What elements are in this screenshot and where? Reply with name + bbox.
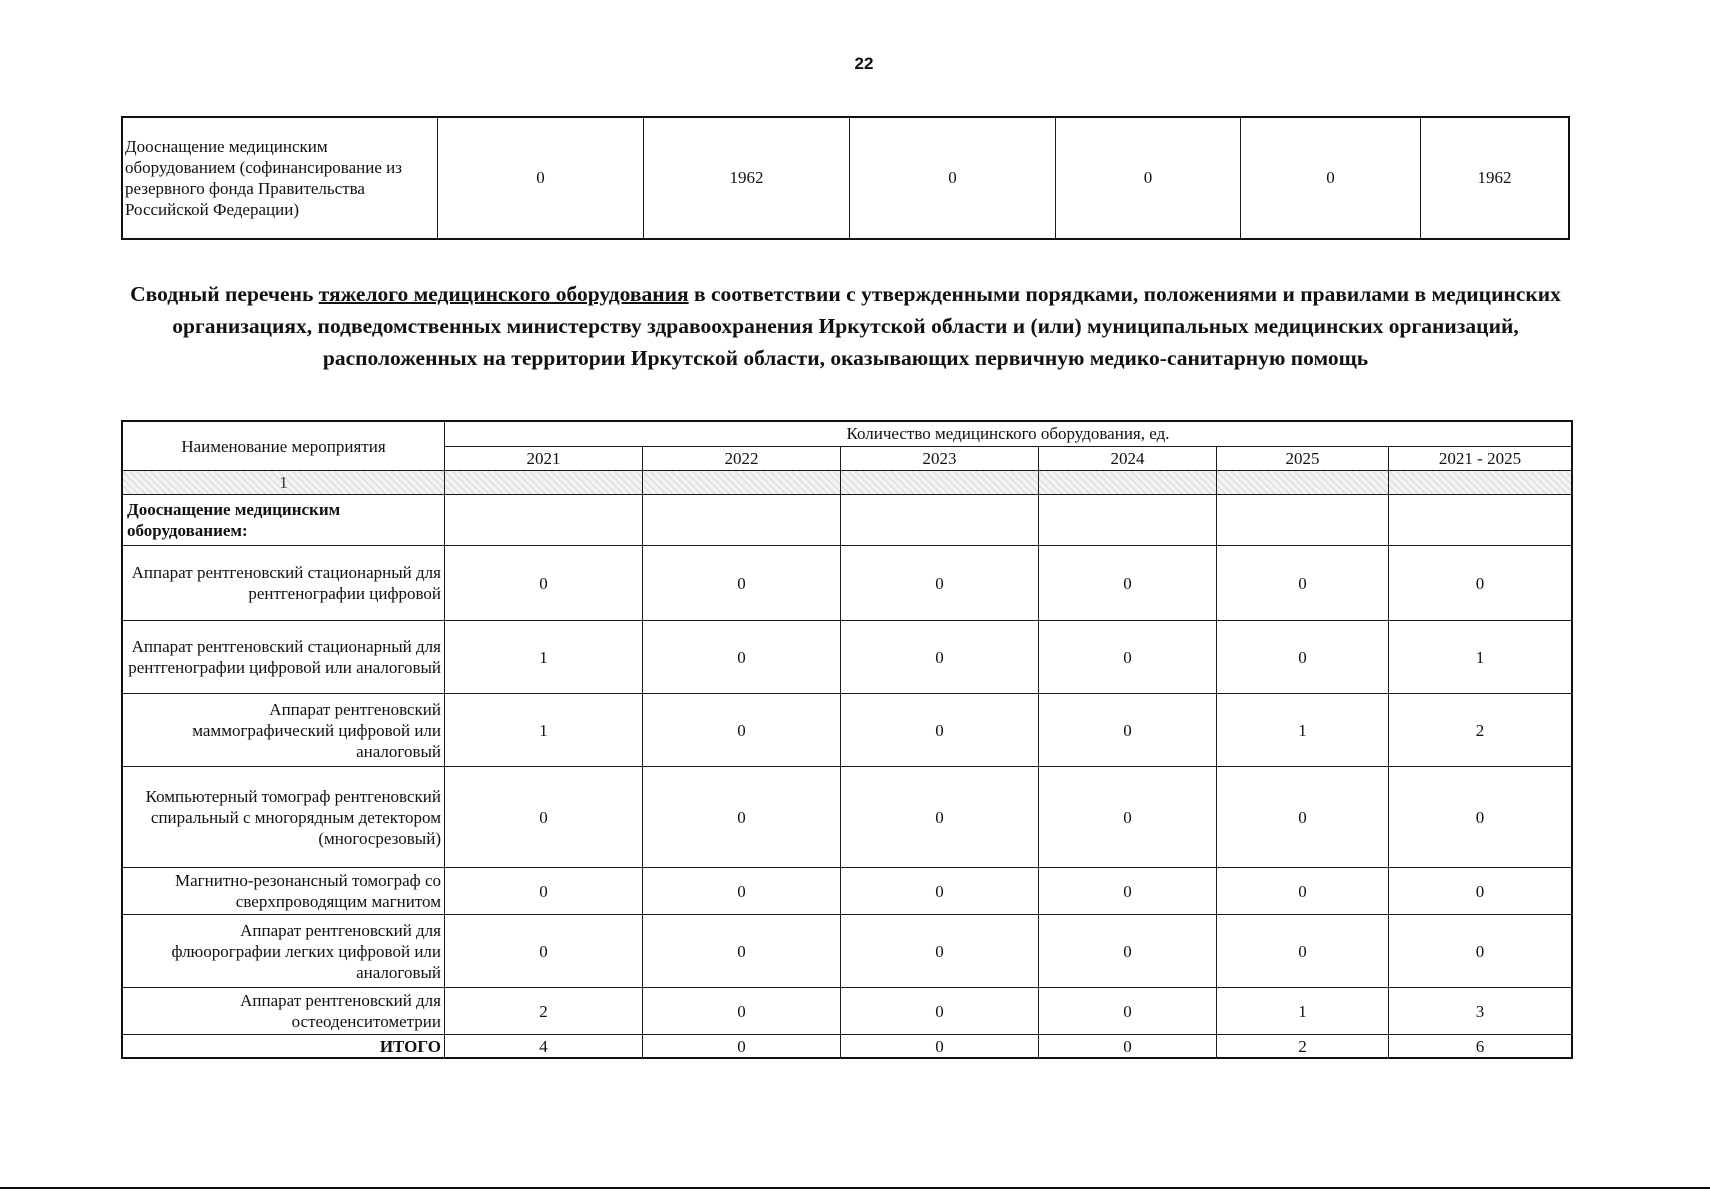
value-cell: 0 (445, 868, 643, 915)
value-cell: 1 (445, 694, 643, 767)
value-cell: 1 (445, 621, 643, 694)
header-year-2024: 2024 (1039, 446, 1217, 470)
section-title (121, 278, 1570, 374)
value-2025: 0 (1241, 117, 1421, 239)
value-cell: 0 (841, 915, 1039, 988)
value-cell: 0 (1039, 546, 1217, 621)
index-cell-blank (1039, 471, 1217, 495)
header-group: Количество медицинского оборудования, ед. (445, 421, 1573, 446)
table-row (122, 868, 1572, 915)
bottom-rule (0, 1187, 1710, 1189)
value-cell: 0 (1217, 868, 1389, 915)
value-2022: 1962 (644, 117, 850, 239)
value-cell: 0 (1217, 621, 1389, 694)
value-cell: 0 (445, 767, 643, 868)
value-cell: 0 (841, 621, 1039, 694)
value-cell: 0 (841, 868, 1039, 915)
value-cell: 0 (643, 546, 841, 621)
total-value: 0 (1039, 1035, 1217, 1059)
value-cell: 0 (445, 546, 643, 621)
value-cell: 2 (445, 988, 643, 1035)
value-cell: 0 (1389, 868, 1573, 915)
index-cell-blank (643, 471, 841, 495)
index-cell-blank (1389, 471, 1573, 495)
value-2024: 0 (1056, 117, 1241, 239)
header-row (122, 421, 1572, 446)
title-before: Сводный перечень (130, 282, 319, 306)
value-cell: 0 (643, 915, 841, 988)
value-cell: 0 (1389, 546, 1573, 621)
table-row (122, 915, 1572, 988)
value-cell: 0 (841, 767, 1039, 868)
empty-cell (445, 495, 643, 546)
total-value: 0 (841, 1035, 1039, 1059)
equipment-name: Аппарат рентгеновский для флюорографии легких цифровой или аналоговый (122, 915, 445, 988)
value-cell: 0 (841, 988, 1039, 1035)
equipment-name: Компьютерный томограф рентгеновский спиральный с многорядным детектором (многосрезовый) (122, 767, 445, 868)
table-row (122, 694, 1572, 767)
value-cell: 0 (841, 694, 1039, 767)
title-underlined: тяжелого медицинского оборудования (318, 282, 689, 306)
index-row (122, 471, 1572, 495)
value-cell: 0 (643, 621, 841, 694)
value-cell: 0 (1217, 915, 1389, 988)
value-2023: 0 (850, 117, 1056, 239)
value-cell: 0 (643, 868, 841, 915)
empty-cell (841, 495, 1039, 546)
table-row (122, 621, 1572, 694)
value-2021: 0 (438, 117, 644, 239)
total-row (122, 1035, 1572, 1059)
header-year-2023: 2023 (841, 446, 1039, 470)
equipment-name: Магнитно-резонансный томограф со сверхпроводящим магнитом (122, 868, 445, 915)
table-row (122, 988, 1572, 1035)
total-label: ИТОГО (122, 1035, 445, 1059)
equipment-table (121, 420, 1573, 1059)
value-cell: 0 (643, 988, 841, 1035)
value-cell: 0 (1217, 546, 1389, 621)
table-row (122, 117, 1569, 239)
value-cell: 1 (1217, 694, 1389, 767)
index-cell-blank (1217, 471, 1389, 495)
empty-cell (1389, 495, 1573, 546)
table-row (122, 546, 1572, 621)
value-cell: 0 (1039, 767, 1217, 868)
value-cell: 0 (643, 767, 841, 868)
equipment-name: Аппарат рентгеновский маммографический цифровой или аналоговый (122, 694, 445, 767)
top-funding-table (121, 116, 1570, 240)
value-cell: 3 (1389, 988, 1573, 1035)
header-year-total: 2021 - 2025 (1389, 446, 1573, 470)
table-row (122, 767, 1572, 868)
equipment-name: Аппарат рентгеновский стационарный для рентгенографии цифровой (122, 546, 445, 621)
header-year-2025: 2025 (1217, 446, 1389, 470)
equipment-name: Аппарат рентгеновский для остеоденситометрии (122, 988, 445, 1035)
value-cell: 0 (643, 694, 841, 767)
value-cell: 0 (1039, 988, 1217, 1035)
header-year-2022: 2022 (643, 446, 841, 470)
value-cell: 0 (1389, 915, 1573, 988)
value-cell: 0 (841, 546, 1039, 621)
header-name: Наименование мероприятия (122, 421, 445, 471)
section-row (122, 495, 1572, 546)
total-value: 4 (445, 1035, 643, 1059)
value-cell: 1 (1217, 988, 1389, 1035)
total-value: 2 (1217, 1035, 1389, 1059)
value-cell: 0 (1039, 915, 1217, 988)
total-value: 6 (1389, 1035, 1573, 1059)
value-cell: 0 (1217, 767, 1389, 868)
value-total: 1962 (1421, 117, 1570, 239)
value-cell: 2 (1389, 694, 1573, 767)
empty-cell (643, 495, 841, 546)
empty-cell (1039, 495, 1217, 546)
total-value: 0 (643, 1035, 841, 1059)
equipment-name: Аппарат рентгеновский стационарный для рентгенографии цифровой или аналоговый (122, 621, 445, 694)
title-after: в соответствии с утвержденными порядками, положениями и правилами в медицинских организациях, подведомственных министерству здравоохранения Иркутской области и (или) муниципальных медицинских организаций, расположенных на территории Иркутской области, оказывающих первичную медико-санитарную помощь (172, 282, 1561, 370)
header-year-2021: 2021 (445, 446, 643, 470)
value-cell: 0 (1039, 868, 1217, 915)
section-title-cell: Дооснащение медицинским оборудованием: (122, 495, 445, 546)
value-cell: 0 (1039, 621, 1217, 694)
value-cell: 0 (1039, 694, 1217, 767)
row-name: Дооснащение медицинским оборудованием (софинансирование из резервного фонда Правительства Российской Федерации) (122, 117, 438, 239)
page-number: 22 (854, 54, 874, 73)
index-cell: 1 (122, 471, 445, 495)
index-cell-blank (445, 471, 643, 495)
index-cell-blank (841, 471, 1039, 495)
value-cell: 0 (1389, 767, 1573, 868)
value-cell: 1 (1389, 621, 1573, 694)
empty-cell (1217, 495, 1389, 546)
value-cell: 0 (445, 915, 643, 988)
